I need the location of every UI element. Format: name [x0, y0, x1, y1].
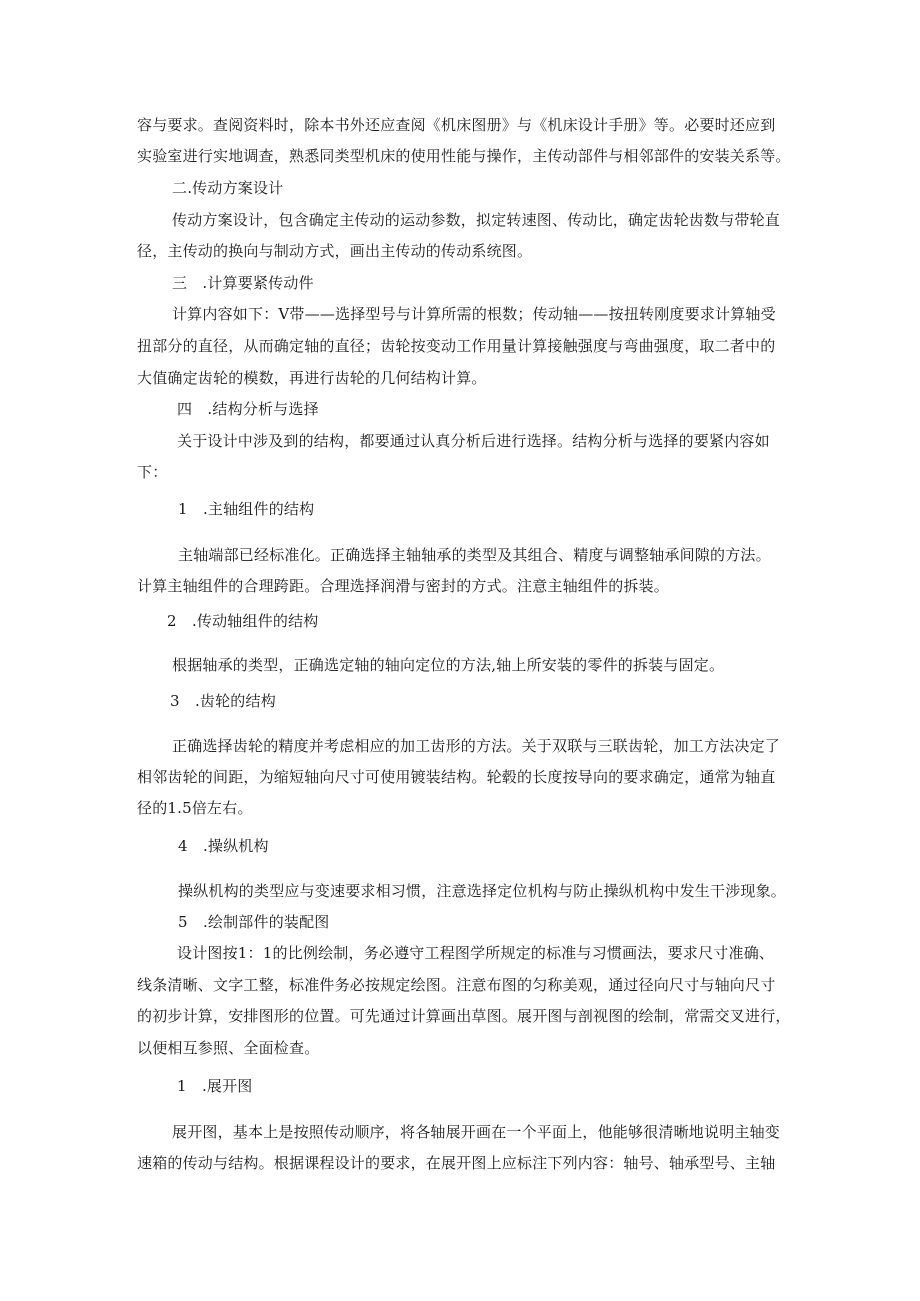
text-line-7: 大值确定齿轮的模数，再进行齿轮的几何结构计算。: [137, 369, 487, 387]
text-line-1: 容与要求。查阅资料时，除本书外还应查阅《机床图册》与《机床设计手册》等。必要时还应到: [137, 116, 776, 134]
subheading-1: 1 .主轴组件的结构: [178, 500, 315, 518]
text-line-16: 操纵机构的类型应与变速要求相习惯，注意选择定位机构与防止操纵机构中发生干涉现象。: [178, 882, 787, 900]
text-line-4: 径，主传动的换向与制动方式，画出主传动的传动系统图。: [137, 242, 533, 260]
text-line-5: 计算内容如下：V带——选择型号与计算所需的根数；传动轴——按扭转刚度要求计算轴受: [172, 305, 776, 323]
heading-3: 三 .计算要紧传动件: [172, 274, 314, 292]
text-line-19: 的初步计算，安排图形的位置。可先通过计算画出草图。展开图与剖视图的绘制，常需交叉进行，: [137, 1007, 791, 1025]
text-line-14: 相邻齿轮的间距，为缩短轴向尺寸可使用镀装结构。轮毂的长度按导向的要求确定，通常为轴直: [137, 768, 776, 786]
text-line-17: 设计图按1：1的比例绘制，务必遵守工程图学所规定的标准与习惯画法，要求尺寸准确、: [177, 944, 775, 962]
text-line-8: 关于设计中涉及到的结构，都要通过认真分析后进行选择。结构分析与选择的要紧内容如: [177, 432, 770, 450]
text-line-10: 主轴端部已经标准化。正确选择主轴轴承的类型及其组合、精度与调整轴承间隙的方法。: [178, 546, 771, 564]
text-line-11: 计算主轴组件的合理跨距。合理选择润滑与密封的方式。注意主轴组件的拆装。: [137, 577, 670, 595]
text-line-20: 以便相互参照、全面检查。: [137, 1039, 320, 1057]
text-line-2: 实验室进行实地调查，熟悉同类型机床的使用性能与操作，主传动部件与相邻部件的安装关系等。: [137, 147, 791, 165]
text-line-3: 传动方案设计，包含确定主传动的运动参数，拟定转速图、传动比，确定齿轮齿数与带轮直: [172, 211, 781, 229]
text-line-6: 扭部分的直径，从而确定轴的直径；齿轮按变动工作用量计算接触强度与弯曲强度，取二者中的: [137, 337, 776, 355]
heading-2: 二.传动方案设计: [172, 179, 284, 197]
text-line-12: 根据轴承的类型，正确选定轴的轴向定位的方法,轴上所安装的零件的拆装与固定。: [172, 656, 725, 674]
subheading-6: 1 .展开图: [177, 1077, 253, 1095]
heading-4: 四 .结构分析与选择: [177, 400, 319, 418]
text-line-21: 展开图，基本上是按照传动顺序，将各轴展开画在一个平面上，他能够很清晰地说明主轴变: [172, 1123, 781, 1141]
text-line-13: 正确选择齿轮的精度并考虑相应的加工齿形的方法。关于双联与三联齿轮，加工方法决定了: [172, 737, 781, 755]
subheading-3: 3 .齿轮的结构: [170, 692, 276, 710]
subheading-2: 2 .传动轴组件的结构: [167, 612, 319, 630]
text-line-22: 速箱的传动与结构。根据课程设计的要求，在展开图上应标注下列内容：轴号、轴承型号、主轴: [137, 1154, 776, 1172]
subheading-4: 4 .操纵机构: [178, 837, 269, 855]
text-line-18: 线条清晰、文字工整，标准件务必按规定绘图。注意布图的匀称美观，通过径向尺寸与轴向尺寸: [137, 976, 776, 994]
subheading-5: 5 .绘制部件的装配图: [178, 913, 330, 931]
text-line-15: 径的1.5倍左右。: [137, 799, 253, 817]
text-line-9: 下：: [137, 463, 168, 481]
